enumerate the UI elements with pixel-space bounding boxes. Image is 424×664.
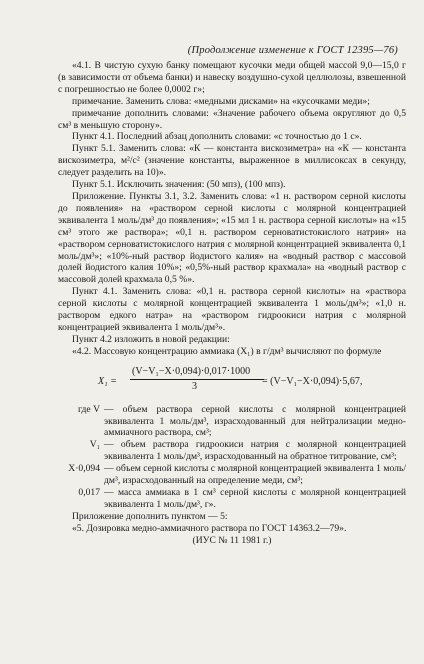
paragraph: «4.2. Массовую концентрацию аммиака (X₁) в г/дм³ вычисляют по формуле [72,345,382,357]
paragraph: Пункт 4.1. Последний абзац дополнить словами: «с точностью до 1 с». [72,131,362,143]
definition-symbol: X·0,094 [68,463,100,475]
formula-denominator: 3 [192,380,197,392]
paragraph: Приложение дополнить пунктом — 5: [72,510,228,522]
definition-text: — объем раствора серной кислоты с молярной концентрацией эквивалента 1 моль/дм³, израсходованный для нейтрализации медно-аммиачного раствора, см³; [104,403,406,439]
definition-item [58,463,406,487]
paragraph: Пункт 5.1. Исключить значения: (50 мпз), (100 мпз). [72,179,286,191]
definition-text: — объем серной кислоты с молярной концентрацией эквивалента 1 моль/дм³, израсходованный на определение меди, см³; [104,463,406,487]
definition-item [58,439,406,463]
paragraph: примечание. Заменить слова: «медными дисками» на «кусочками меди»; [72,95,370,107]
paragraph: «5. Дозировка медно-аммиачного раствора по ГОСТ 14363.2—79». [72,522,347,534]
paragraph: Пункт 4.2 изложить в новой редакции: [72,333,230,345]
paragraph: Пункт 4.1. Заменить слова: «0,1 н. раствора серной кислоты» на «раствора серной кислоты с молярной концентрацией эквивалента 1 моль/дм³»; «1,0 н. раствором едкого натра» на «раствором гидроокиси натрия с молярной концентрацией эквивалента 1 моль/дм³». [58,286,406,333]
paragraph: примечание дополнить словами: «Значение рабочего объема округляют до 0,5 см³ в меньшую сторону». [58,107,406,131]
definition-item [58,404,406,440]
definition-text: — объем раствора гидроокиси натрия с молярной концентрацией эквивалента 1 моль/дм³, израсходованный на обратное титрование, см³; [104,439,406,463]
definition-symbol: где V [78,403,100,415]
paragraph: «4.1. В чистую сухую банку помещают кусочки меди общей массой 9,0—15,0 г (в зависимости от объема банки) и навеску воздушно-сухой целлюлозы, взвешенной с погрешностью не более 0,0002 г»; [58,60,406,95]
fraction-bar [130,379,264,380]
definitions-intro: где [78,403,91,415]
formula-numerator: (V−V₁−X·0,094)·0,017·1000 [132,365,251,377]
paragraph: Приложение. Пункты 3.1, 3.2. Заменить слова: «1 н. раствором серной кислоты до появления» на «раствором серной кислоты с молярной концентрацией эквивалента 1 моль/дм³ до появления»; «15 мл 1 н. раствора серной кислоты» на «15 см³ этого же раствора»; «0,1 н. раствором серноватистокислого натрия» на «раствором серноватистокислого натрия с молярной концентрацией эквивалента 0,1 моль/дм³»; «10%-ный раствор йодистого калия» на «водный раствор с массовой долей йодистого калия 10%»; «0,5%-ный раствор крахмала» на «водный раствор с массовой долей крахмала 0,5 %». [58,190,406,286]
ius-reference: (ИУС № 11 1981 г.) [192,534,272,546]
formula-rhs: = (V−V₁−X·0,094)·5,67, [262,375,363,387]
definition-symbol: V₁ [89,439,100,451]
definition-text: — масса аммиака в 1 см³ серной кислоты с молярной концентрацией эквивалента 1 моль/дм³, г». [104,487,406,510]
document-body [58,60,406,547]
definitions-list [58,404,406,511]
formula-lhs: X₁ = [98,375,117,387]
paragraph: Пункт 5.1. Заменить слова: «К — константа вискозиметра» на «К — константа вискозиметра, м²/с² (значение константы, выраженное в миллисоксах в секунду, следует разделить на 10)». [58,143,406,179]
ammonia-formula [58,366,406,398]
definition-item [58,487,406,511]
page-header: (Продолжение изменение к ГОСТ 12395—76) [187,45,398,56]
definition-symbol: 0,017 [78,487,100,498]
